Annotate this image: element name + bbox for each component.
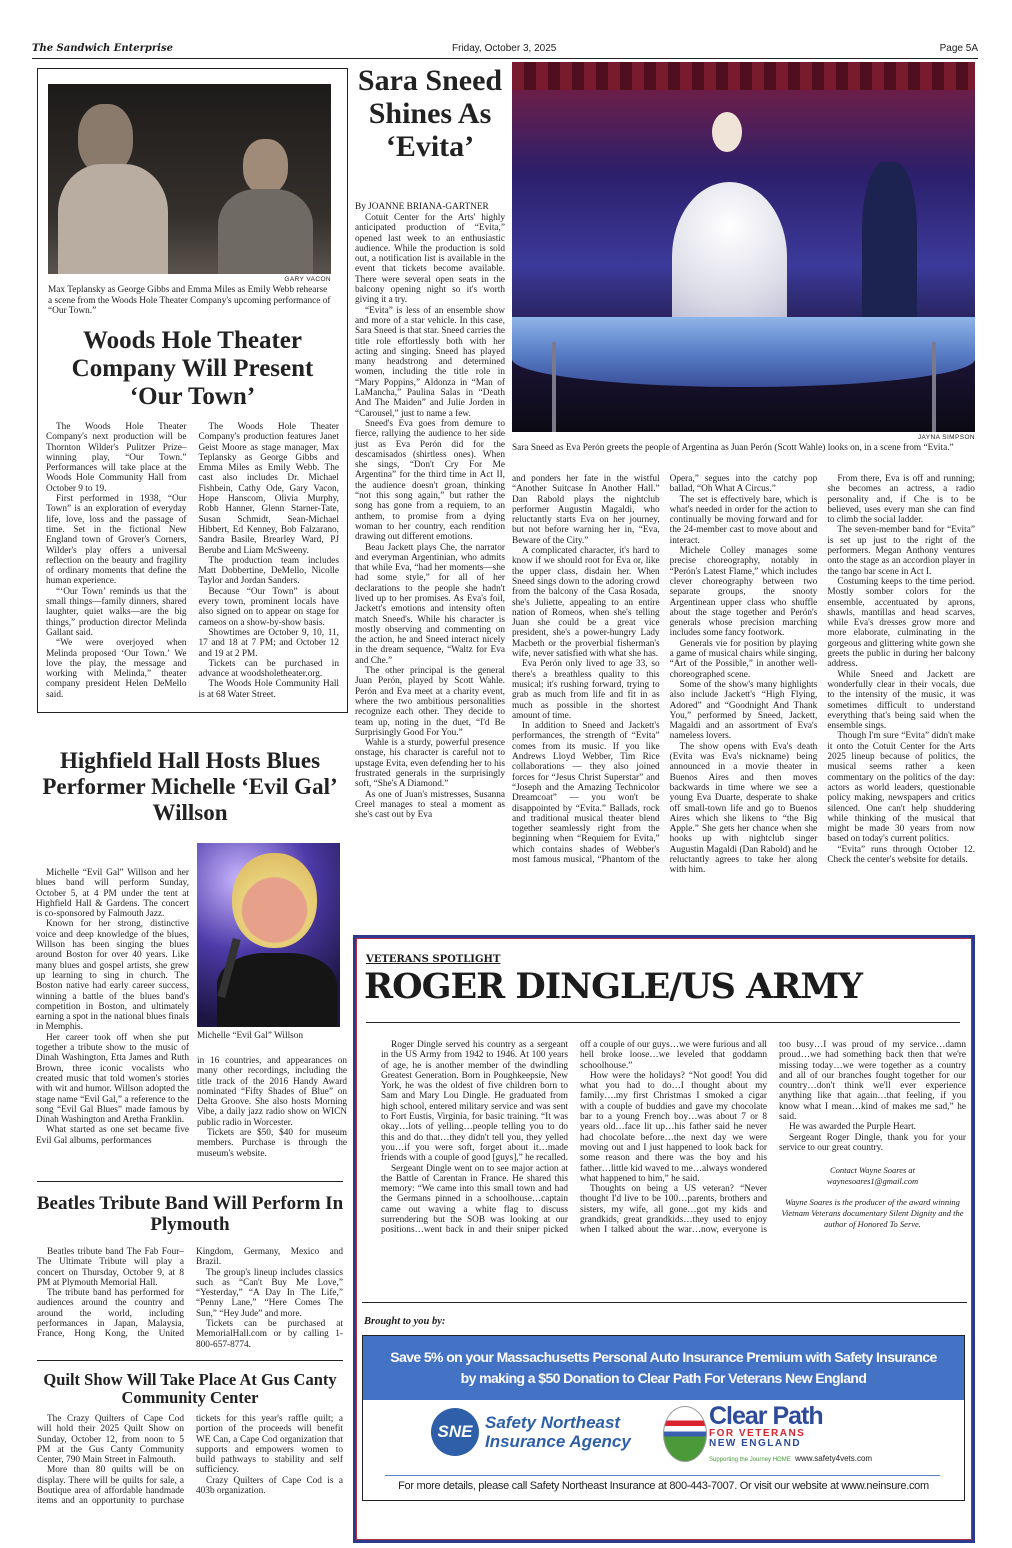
paragraph: In addition to Sneed and Jackett's performances, the strength of “Evita” comes from its music. If you like Andrews Lloyd Webber, Tim Rice collaborations — they also joined forces for “Jesus Christ Superstar” and “Joseph and the Amazing Technicolor Dreamcoat” — you won't be disappointed by “Evita.” Ballads, rock and traditional musical theater blend together seamlessly right from the beginning when “Requiem for Evita,” which contains shades of Webber's most famous musical, “Phantom of the Opera,” segues into the catchy pop ballad, “Oh What A Circus.” xyxy=(512,474,818,865)
paragraph: Eva Perón only lived to age 33, so there's a breathless quality to this musical; it's rushing forward, trying to grab as much from life and fit in as much as possible in the shortest amount of time. xyxy=(512,659,660,721)
clear-path-logo xyxy=(663,1406,707,1462)
paragraph: The Woods Hole Theater Company's next production will be Thornton Wilder's Pulitzer Prize–winning play, “Our Town.” Performances will take place at the Woods Hole Community Hall from October 9 to 19. xyxy=(46,422,187,494)
willson-caption: Michelle “Evil Gal” Willson xyxy=(197,1031,304,1041)
paragraph: How were the holidays? “Not good! You did what you had to do…I thought about my family….my first Christmas I smoked a cigar with a couple of buddies and gave my chocolate bar to a young French boy…was about 7 or 8 years old…face lit up…his father said he never had chocolate before…the next day we were moving out and I just happened to look back for some reason and there was the boy and his father…little kid waved to me…always wondered what happened to him,” he said. xyxy=(580,1070,767,1184)
paragraph: The other principal is the general Juan Perón, played by Scott Wahle. Perón and Eva meet at a charity event, where the two ambitious personalities recognize each other. They decide to team up, noting in the duet, “I'd Be Surprisingly Good For You.” xyxy=(355,666,505,738)
paragraph: Beatles tribute band The Fab Four–The Ultimate Tribute will play a concert on Thursday, October 9, at 8 PM at Plymouth Memorial Hall. xyxy=(37,1247,184,1288)
ad-divider xyxy=(385,1475,940,1476)
eva-figure xyxy=(712,112,742,152)
paragraph: Known for her strong, distinctive voice and deep knowledge of the blues, Willson has been singing the blues around Boston for over 40 years. Like many blues and gospel artists, she grew up learning to sing in church. The Boston native had early career success, winning a battle of the blues band's competition in Boston, and ultimately earning a spot in the national blues finals in Memphis. xyxy=(36,919,189,1033)
byline: By JOANNE BRIANA-GARTNER xyxy=(355,202,489,212)
paragraph: Tickets are $50, $40 for museum members. Purchase is through the museum's website. xyxy=(197,1128,347,1159)
ad-line-1: Save 5% on your Massachusetts Personal Auto Insurance Premium with Safety Insurance xyxy=(390,1349,937,1365)
sne-name xyxy=(485,1413,631,1451)
paragraph: The group's lineup includes classics such as “Can't Buy Me Love,” “Yesterday,” “A Day In The Life,” “Penny Lane,” “Here Comes The Sun,” “Hey Jude” and more. xyxy=(196,1267,343,1319)
veterans-body xyxy=(381,1040,966,1236)
paragraph: Because “Our Town” is about every town, prominent locals have also signed on to appear on stage for cameos on a show-by-show basis. xyxy=(198,586,339,628)
paragraph: The production team includes Matt Dobbertine, DeMello, Nicolle Taylor and Jordan Sanders. xyxy=(198,555,339,587)
paragraph: “We were overjoyed when Melinda proposed ‘Our Town.’ We love the play, the message and working with Melinda,” theater company president Helen DeMello said. xyxy=(46,638,187,700)
ad-banner xyxy=(363,1336,964,1400)
paragraph: in 16 countries, and appearances on many other recordings, including the title track of the 2016 Handy Award nominated “Fifty Shades of Blue” on Delta Groove. She also hosts Morning Vibe, a daily jazz radio show on WICN public radio in Worcester. xyxy=(197,1056,347,1128)
evita-headline: Sara Sneed Shines As ‘Evita’ xyxy=(357,64,503,163)
paragraph: Sergeant Dingle went on to see major action at the Battle of Carentan in France. He shared this memory: “We came into this small town and had the Germans pinned in a schoolhouse…captain came out waving a white flag to discuss surrendering but the SOB was looking at our positions…went back in and their sniper picked off a couple of our guys…we were furious and all hell broke loose…we leveled that goddamn schoolhouse.” xyxy=(381,1040,767,1236)
paragraph: Her career took off when she put together a tribute show to the music of Dinah Washington, Etta James and Ruth Brown, three iconic vocalists who created music that told women's stories with wit and humor. Willson adopted the stage name “Evil Gal,” a reference to the song “Evil Gal Blues” made famous by Dinah Washington and Aretha Franklin. xyxy=(36,1032,189,1126)
veterans-headline: ROGER DINGLE/US ARMY xyxy=(364,966,863,1007)
sne-name-line1: Safety Northeast xyxy=(485,1413,621,1432)
quilt-body xyxy=(37,1414,343,1507)
paragraph: What started as one set became five Evil Gal albums, performances xyxy=(36,1125,189,1146)
paragraph: He was awarded the Purple Heart. xyxy=(789,1122,917,1133)
actor-woman xyxy=(243,139,288,194)
paragraph: The seven-member band for “Evita” is set up just to the right of the performers. Megan Anthony ventures onto the stage as an accordion player in the tango bar scene in Act I. xyxy=(827,525,975,577)
ad-footer: For more details, please call Safety Northeast Insurance at 800-443-7007. Or visit our website at www.neinsure.com xyxy=(398,1480,929,1492)
paragraph: “‘Our Town’ reminds us that the small things—family dinners, shared laughter, quiet walks—are the big things,” production director Melinda Gallant said. xyxy=(46,586,187,638)
paragraph: Generals vie for position by playing a game of musical chairs while singing, “Art of the Possible,” in another well-choreographed scene. xyxy=(669,638,818,680)
beatles-body xyxy=(37,1247,343,1350)
paragraph: Sergeant Roger Dingle, thank you for your service to our great country. xyxy=(779,1132,966,1153)
balcony-drape xyxy=(512,317,975,387)
woods-hole-article xyxy=(37,68,348,713)
peron-figure xyxy=(862,162,917,332)
stage-curtain xyxy=(512,62,975,90)
ad-line-2: by making a $50 Donation to Clear Path For Veterans New England xyxy=(460,1370,867,1386)
paragraph: Thoughts on being a US veteran? “Never thought I'd live to be 100…parents, brothers and sisters, my wife, all gone…got my kids and grandkids, great grandkids…they used to enjoy when I talked about the war…now, everyone is too busy…I was proud of my service…damn proud…we had something back then that we're missing today…we were together as a country and all of our branches fought together for our country…don't think we'll ever experience anything like that again…that feeling, if you know what I mean…kind of makes me sad,” he said. xyxy=(580,1040,966,1236)
paragraph: Showtimes are October 9, 10, 11, 17 and 18 at 7 PM; and October 12 and 19 at 2 PM. xyxy=(198,627,339,659)
sne-logo: SNE xyxy=(431,1408,479,1456)
paragraph: From there, Eva is off and running; she becomes an actress, a radio personality and, if Che is to be believed, uses every man she can find to climb the social ladder. xyxy=(827,474,975,526)
highfield-body-col1 xyxy=(36,868,189,1146)
veterans-kicker: VETERANS SPOTLIGHT xyxy=(366,954,501,965)
paragraph: The set is effectively bare, which is what's needed in order for the action to continually be moving forward and for the 24-member cast to move about and interact. xyxy=(669,494,818,546)
headline: Woods Hole Theater Company Will Present ‘Our Town’ xyxy=(71,327,314,410)
photo-credit: JAYNA SIMPSON xyxy=(917,434,975,441)
paragraph: Though I'm sure “Evita” didn't make it onto the Cotuit Center for the Arts 2025 lineup because of politics, the musical seems rather a keen commentary on the politics of the day: actors as world leaders, questionable policy making, newspapers and critics silenced. One can't help shuddering while thinking of the musical that might be made 30 years from now based on today's current politics. xyxy=(827,731,975,845)
paragraph: The Crazy Quilters of Cape Cod will hold their 2025 Quilt Show on Sunday, October 12, from noon to 5 PM at the Gus Canty Community Center, 790 Main Street in Falmouth. xyxy=(37,1414,184,1466)
veterans-rule xyxy=(362,1302,967,1303)
paragraph: Crazy Quilters of Cape Cod is a 403b organization. xyxy=(196,1475,343,1497)
article-body xyxy=(46,422,339,700)
masthead xyxy=(32,43,978,57)
paragraph: A complicated character, it's hard to know if we should root for Eva or, like the upper class, disdain her. When Sneed sings down to the adoring crowd from the balcony of the Casa Rosada, she's Juliette, appealing to an entire nation of Romeos, when she's telling Juan she could be a great vice president, she's a power-hungry Lady Macbeth or the proverbial fisherman's wife, never satisfied with what she has. xyxy=(512,546,660,660)
paragraph: The Woods Hole Community Hall is at 68 Water Street. xyxy=(198,679,339,700)
paragraph: and ponders her fate in the wistful “Another Suitcase In Another Hall.” Dan Rabold plays the nightclub performer Augustin Magaldi, who reluctantly starts Eva on her journey, but not before warning her in, “Eva, Beware of the City.” xyxy=(512,474,660,546)
paper-name: The Sandwich Enterprise xyxy=(32,43,173,54)
cp-name: Clear Path xyxy=(709,1402,823,1430)
paragraph: Michelle “Evil Gal” Willson and her blues band will perform Sunday, October 5, at 4 PM under the tent at Highfield Hall & Gardens. The concert is co-sponsored by Falmouth Jazz. xyxy=(36,868,189,920)
paragraph: Cotuit Center for the Arts' highly anticipated production of “Evita,” opened last week to an enthusiastic audience. While the production is sold out, a notification list is available in the event that tickets become available. There were several open seats in the balcony opening night so it's worth giving it a try. xyxy=(355,213,505,306)
paragraph: Wahle is a sturdy, powerful presence onstage, his character is careful not to upstage Evita, even defending her to his frustrated generals in the surprisingly soft, “She's A Diamond.” xyxy=(355,738,505,790)
evita-photo xyxy=(512,62,975,432)
author-bio: Wayne Soares is the producer of the award winning Vietnam Veterans documentary Silent Dignity and the author of Honored To Serve. xyxy=(781,1197,964,1230)
paragraph: While Sneed and Jackett are wonderfully clear in their vocals, due to the intensity of the music, it was sometimes difficult to understand everything that's being said when the ensemble sings. xyxy=(827,669,975,732)
paragraph: Sneed's Eva goes from demure to fierce, rallying the audience to her side just as Eva Perón did for the descamisados (shirtless ones). When she sings, “Don't Cry For Me Argentina” for the third time in Act II, the audience doesn't groan, thinking “not this song again,” but rather the song has gone from a requiem, to an anthem, to promise from a dying woman to her country, each rendition drawing out different emotions. xyxy=(355,418,505,543)
photo-caption: Sara Sneed as Eva Perón greets the people of Argentina as Juan Perón (Scott Wahle) looks on, in a scene from “Evita.” xyxy=(512,443,954,453)
paragraph: Tickets can be purchased at MemorialHall.com or by calling 1-800-657-8774. xyxy=(196,1319,343,1350)
highfield-headline: Highfield Hall Hosts Blues Performer Michelle ‘Evil Gal’ Willson xyxy=(42,748,338,825)
photo-caption: Max Teplansky as George Gibbs and Emma Miles as Emily Webb rehearse a scene from the Woods Hole Theater Company's upcoming performance of “Our Town.” xyxy=(48,285,331,316)
paragraph: As one of Juan's mistresses, Susanna Creel manages to steal a moment as she's cast out by Eva xyxy=(355,789,505,821)
issue-date: Friday, October 3, 2025 xyxy=(452,43,557,54)
masthead-rule xyxy=(32,58,978,59)
paragraph: Some of the show's many highlights also include Jackett's “High Flying, Adored” and “Goodnight And Thank You,” performed by Sneed, Jackett, Magaldi and an assortment of Eva's nameless lovers. xyxy=(669,679,818,742)
clear-path-name xyxy=(709,1404,872,1465)
paragraph: Beau Jackett plays Che, the narrator and everyman Argentinian, who admits that while Eva, “had her moments—she had some style,” for all of her declarations to the people she hadn't lived up to her promises. As Eva's foil, Jackett's emotions and intensity often match Sneed's. While his character is mostly observing and commenting on the action, he and Sneed interact nicely in the dream sequence, “Waltz for Eva and Che.” xyxy=(355,542,505,666)
quilt-headline: Quilt Show Will Take Place At Gus Canty Community Center xyxy=(43,1370,337,1408)
woods-hole-photo xyxy=(48,84,331,274)
paragraph: The tribute band has performed for audiences around the country and around the world, including performances in Japan, Malaysia, France, Hong Kong, the United Kingdom, Germany, Mexico and Brazil. xyxy=(37,1247,343,1340)
paragraph: “Evita” is less of an ensemble show and more of a star vehicle. In this case, Sara Sneed is that star. Sneed carries the title role effortlessly both with her acting and singing. Sneed has played many headstrong and determined women, including the title role in “Mary Poppins,” Aldonza in “Man of LaMancha,” Paulina Salas in “Death And The Maiden” and Julie Jorden in “Carousel,” just to name a few. xyxy=(355,305,505,419)
paragraph: Michele Colley manages some precise choreography, notably in “Perón's Latest Flame,” which includes clever choreography between two separate groups, the snooty Argentinean upper class who shuffle about the stage together and Perón's generals whose precision marching includes some fancy footwork. xyxy=(669,546,818,639)
cp-sub1: FOR VETERANS xyxy=(709,1428,806,1439)
photo-credit: GARY VACON xyxy=(284,276,331,283)
willson-photo xyxy=(197,843,340,1027)
cp-sub2: NEW ENGLAND xyxy=(709,1438,802,1449)
page-number: Page 5A xyxy=(939,43,978,54)
veterans-credits xyxy=(779,1165,966,1230)
beatles-headline: Beatles Tribute Band Will Perform In Plymouth xyxy=(36,1193,344,1236)
evita-body-cols xyxy=(512,474,975,876)
cp-tagline: Supporting the Journey HOME xyxy=(709,1457,791,1463)
paragraph: Roger Dingle served his country as a sergeant in the US Army from 1942 to 1946. At 100 years of age, he is another member of the dwindling Greatest Generation. Born in Poughkeepsie, New York, he was the oldest of five children born to Sam and Mary Lou Dingle. He graduated from high school, entered military service and was sent to Fort Eustis, Virginia, for basic training. “It was okay…lots of yelling…people telling you to do this and do that…they didn't tell you, they yelled you…if you were soft, forget about it…made friends with a couple of good [guys],” he recalled. xyxy=(381,1040,568,1164)
paragraph: Costuming keeps to the time period. Mostly somber colors for the ensemble, accentuated by aprons, shawls, mantillas and head scarves, while Eva's dresses grow more and more elaborate, culminating in the gorgeous and glittering white gown she greets the public in during her balcony address. xyxy=(827,576,975,670)
evita-body-col1 xyxy=(355,213,505,821)
highfield-body-col2 xyxy=(197,1056,347,1159)
section-rule xyxy=(37,1360,343,1361)
sne-name-line2: Insurance Agency xyxy=(485,1432,631,1451)
brought-to-you-by: Brought to you by: xyxy=(364,1316,446,1327)
paragraph: “Evita” runs through October 12. Check the center's website for details. xyxy=(827,844,975,865)
paragraph: The Woods Hole Theater Company's production features Janet Geist Moore as stage manager, Max Teplansky as George Gibbs and Emma Miles as Emily Webb. The cast also includes Dr. Michael Fishbein, Cathy Ode, Gary Vacon, Hope Hanscom, Olivia Murphy, Robb Hanner, Glenn Starner-Tate, Susan Schmidt, Sean-Michael Hibbert, Ed Kenney, Bob Falzarano, Sandra Basile, Brearley Ward, PJ Berube and Liam McSweeny. xyxy=(198,422,339,556)
veterans-rule xyxy=(366,1022,960,1023)
paragraph: Tickets can be purchased in advance at woodsholetheater.org. xyxy=(198,658,339,680)
paragraph: First performed in 1938, “Our Town” is an exploration of everyday life, love, loss and the passage of time. Set in the fictional New England town of Grover's Corners, Wilder's play offers a universal reflection on the beauty and fragility of ordinary moments that define the human experience. xyxy=(46,494,187,587)
paragraph: The show opens with Eva's death (Evita was Eva's nickname) being announced in a movie theater in Buenos Aires and then moves backwards in time where we see a young Eva Duarte, desperate to shake off small-town life and go to Buenos Aires which she likens to “the Big Apple.” She gets her chance when she hooks up with nightclub singer Augustin Magaldi (Dan Rabold) and he reluctantly agrees to take her along with him. xyxy=(669,741,818,876)
paragraph: More than 80 quilts will be on display. There will be quilts for sale, a Boutique area of affordable handmade items and an opportunity to purchase tickets for this year's raffle quilt; a portion of the proceeds will benefit WE Can, a Cape Cod organization that supports and empowers women to build pathways to stability and self sufficiency. xyxy=(37,1414,343,1507)
cp-url[interactable]: www.safety4vets.com xyxy=(795,1454,873,1463)
contact-info: Contact Wayne Soares at waynesoares1@gmail.com xyxy=(826,1165,919,1187)
section-rule xyxy=(37,1181,343,1182)
sponsor-ad[interactable] xyxy=(362,1335,965,1501)
